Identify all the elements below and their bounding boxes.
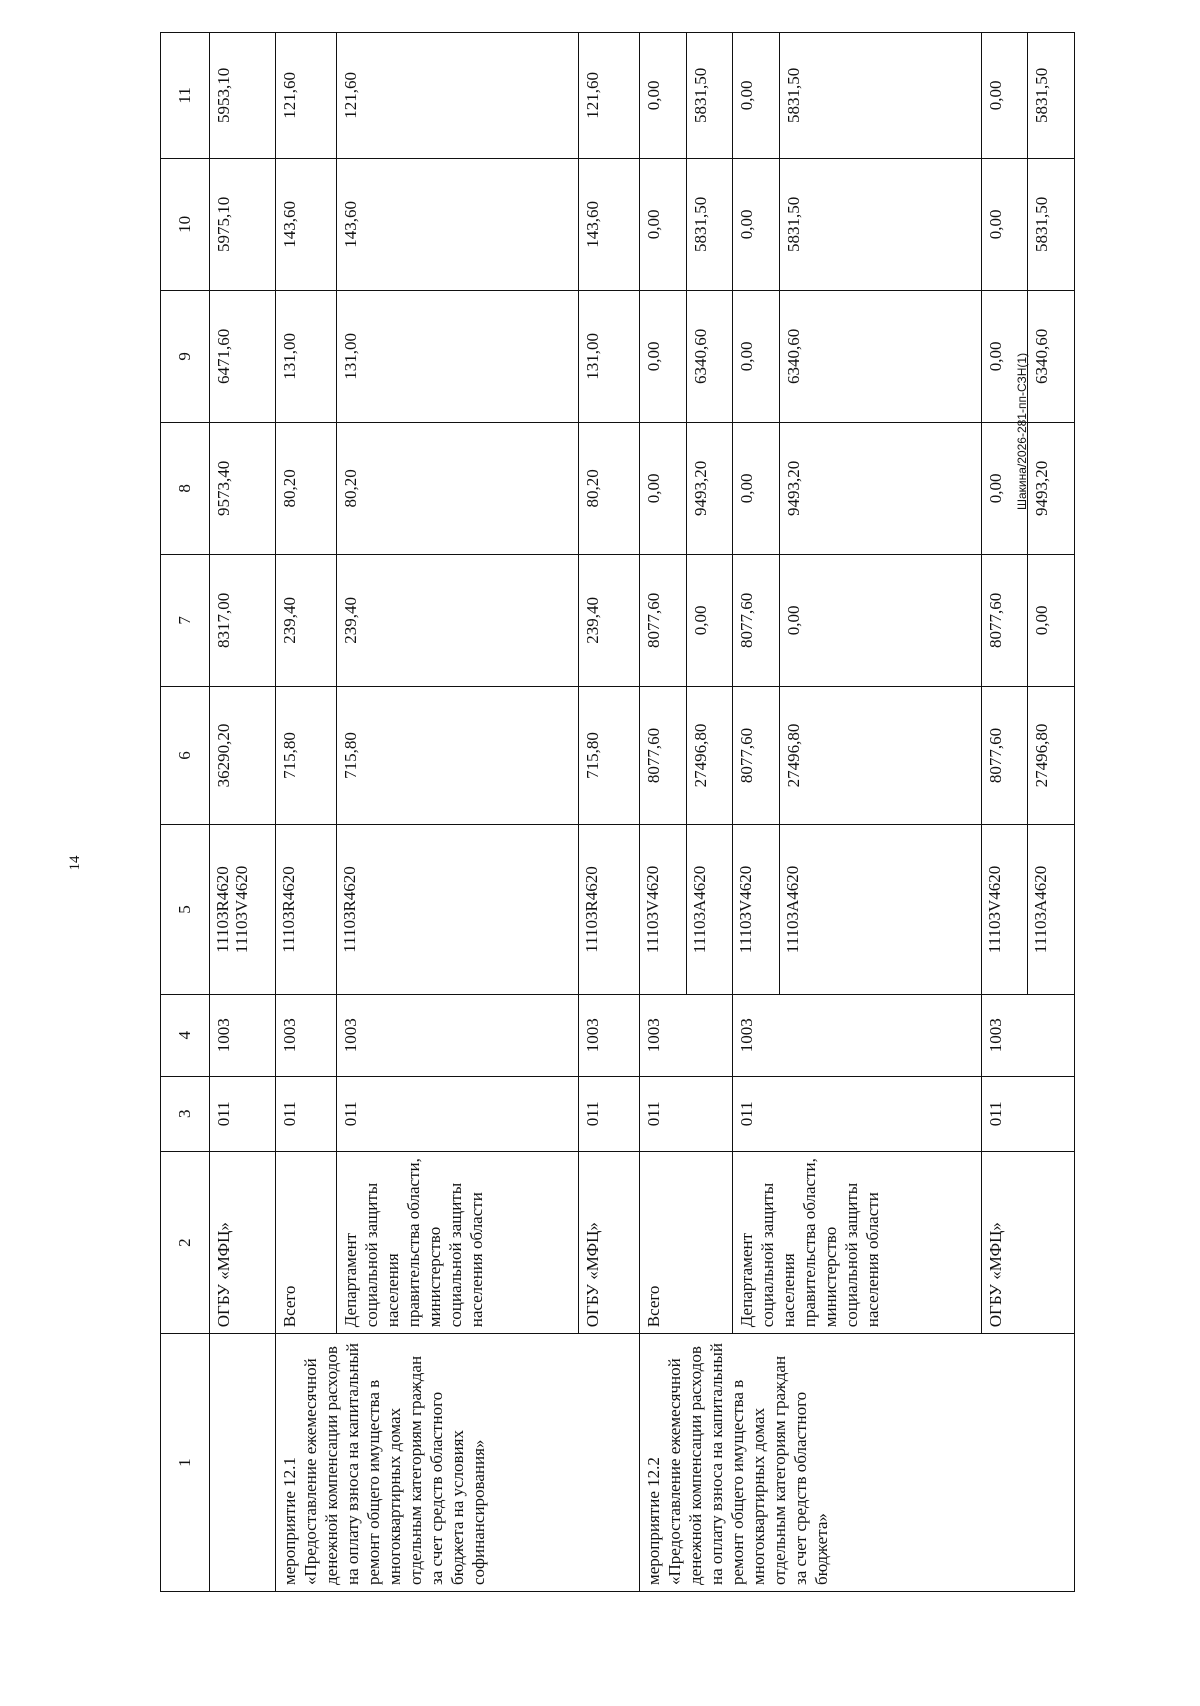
target-code-cell: 11103R4620 xyxy=(578,825,639,995)
header-cell: 1 xyxy=(161,1334,210,1592)
value-cell: 0,00 xyxy=(640,158,687,290)
value-cell: 9493,20 xyxy=(779,422,981,554)
value-cell: 27496,80 xyxy=(686,686,733,824)
header-cell: 2 xyxy=(161,1151,210,1333)
table-row xyxy=(209,33,275,1592)
ministry-code-cell: 011 xyxy=(981,1076,1074,1151)
value-cell: 0,00 xyxy=(686,554,733,686)
value-cell: 131,00 xyxy=(578,290,639,422)
executor-cell: ОГБУ «МФЦ» xyxy=(209,1151,275,1333)
executor-cell: Всего xyxy=(275,1151,336,1333)
value-cell: 5831,50 xyxy=(686,158,733,290)
page-number: 14 xyxy=(67,855,83,871)
value-cell: 8077,60 xyxy=(981,686,1028,824)
value-cell: 143,60 xyxy=(578,158,639,290)
ministry-code-cell: 011 xyxy=(275,1076,336,1151)
section-code-cell: 1003 xyxy=(209,994,275,1076)
ministry-code-cell: 011 xyxy=(578,1076,639,1151)
value-cell: 8077,60 xyxy=(640,554,687,686)
ministry-code-cell: 011 xyxy=(640,1076,733,1151)
value-cell: 6340,60 xyxy=(1028,290,1075,422)
activity-cell: мероприятие 12.1 «Предоставление ежемесячной денежной компенсации расходов на оплату взноса на капитальный ремонт общего имущества в многоквартирных домах отдельным категориям граждан за счет средств областного бюджета на условиях софинансирования» xyxy=(275,1334,639,1592)
value-cell: 131,00 xyxy=(275,290,336,422)
executor-cell: Всего xyxy=(640,1151,733,1333)
value-cell: 121,60 xyxy=(336,33,578,159)
section-code-cell: 1003 xyxy=(578,994,639,1076)
target-code-cell: 11103A4620 xyxy=(779,825,981,995)
value-cell: 9493,20 xyxy=(686,422,733,554)
header-cell: 8 xyxy=(161,422,210,554)
value-cell: 80,20 xyxy=(336,422,578,554)
value-cell: 239,40 xyxy=(275,554,336,686)
target-code-cell: 11103R4620 xyxy=(336,825,578,995)
target-code-cell: 11103V4620 xyxy=(733,825,780,995)
activity-cell: мероприятие 12.2 «Предоставление ежемесячной денежной компенсации расходов на оплату взноса на капитальный ремонт общего имущества в многоквартирных домах отдельным категориям граждан за счет средств областного бюджета» xyxy=(640,1334,1075,1592)
header-cell: 9 xyxy=(161,290,210,422)
header-cell: 4 xyxy=(161,994,210,1076)
target-code: 11103R4620 xyxy=(212,866,232,953)
value-cell: 121,60 xyxy=(578,33,639,159)
target-code-cell: 11103A4620 xyxy=(1028,825,1075,995)
target-code-cell: 11103R4620 xyxy=(275,825,336,995)
value-cell: 80,20 xyxy=(578,422,639,554)
activity-cell xyxy=(209,1334,275,1592)
executor-cell: Департамент социальной защиты населения правительства области, министерство социальной защиты населения области xyxy=(733,1151,982,1333)
section-code-cell: 1003 xyxy=(733,994,982,1076)
header-row xyxy=(161,33,210,1592)
ministry-code-cell: 011 xyxy=(733,1076,982,1151)
value-cell: 143,60 xyxy=(336,158,578,290)
value-cell: 6340,60 xyxy=(779,290,981,422)
ministry-code-cell: 011 xyxy=(336,1076,578,1151)
table-row xyxy=(640,33,687,1592)
value-cell: 131,00 xyxy=(336,290,578,422)
value-cell: 27496,80 xyxy=(779,686,981,824)
value-cell: 0,00 xyxy=(779,554,981,686)
header-cell: 3 xyxy=(161,1076,210,1151)
value-cell: 0,00 xyxy=(733,33,780,159)
value-cell: 0,00 xyxy=(733,290,780,422)
section-code-cell: 1003 xyxy=(336,994,578,1076)
header-cell: 5 xyxy=(161,825,210,995)
value-cell: 239,40 xyxy=(578,554,639,686)
value-cell: 8077,60 xyxy=(733,686,780,824)
ministry-code-cell: 011 xyxy=(209,1076,275,1151)
value-cell: 0,00 xyxy=(640,290,687,422)
header-cell: 6 xyxy=(161,686,210,824)
value-cell: 8317,00 xyxy=(209,554,275,686)
value-cell: 5975,10 xyxy=(209,158,275,290)
value-cell: 8077,60 xyxy=(733,554,780,686)
section-code-cell: 1003 xyxy=(275,994,336,1076)
target-code-cell: 11103V4620 xyxy=(640,825,687,995)
value-cell: 6340,60 xyxy=(686,290,733,422)
value-cell: 0,00 xyxy=(1028,554,1075,686)
value-cell: 0,00 xyxy=(981,422,1028,554)
value-cell: 5831,50 xyxy=(779,33,981,159)
value-cell: 8077,60 xyxy=(981,554,1028,686)
section-code-cell: 1003 xyxy=(981,994,1074,1076)
value-cell: 143,60 xyxy=(275,158,336,290)
value-cell: 0,00 xyxy=(733,422,780,554)
value-cell: 0,00 xyxy=(981,33,1028,159)
value-cell: 5831,50 xyxy=(1028,33,1075,159)
value-cell: 0,00 xyxy=(640,422,687,554)
value-cell: 239,40 xyxy=(336,554,578,686)
value-cell: 8077,60 xyxy=(640,686,687,824)
value-cell: 36290,20 xyxy=(209,686,275,824)
value-cell: 121,60 xyxy=(275,33,336,159)
executor-cell: ОГБУ «МФЦ» xyxy=(578,1151,639,1333)
document-code: Шакина/2026-281-пп-СЗН(1) xyxy=(1015,352,1029,510)
value-cell: 27496,80 xyxy=(1028,686,1075,824)
table-row xyxy=(275,33,336,1592)
value-cell: 715,80 xyxy=(578,686,639,824)
value-cell: 715,80 xyxy=(336,686,578,824)
value-cell: 80,20 xyxy=(275,422,336,554)
header-cell: 11 xyxy=(161,33,210,159)
target-code: 11103V4620 xyxy=(231,865,251,954)
section-code-cell: 1003 xyxy=(640,994,733,1076)
value-cell: 715,80 xyxy=(275,686,336,824)
header-cell: 10 xyxy=(161,158,210,290)
value-cell: 5831,50 xyxy=(1028,158,1075,290)
value-cell: 9493,20 xyxy=(1028,422,1075,554)
budget-table xyxy=(160,32,1075,1592)
target-code-cell: 11103A4620 xyxy=(686,825,733,995)
budget-table-wrapper xyxy=(160,32,1075,1592)
value-cell: 5953,10 xyxy=(209,33,275,159)
header-cell: 7 xyxy=(161,554,210,686)
target-code-cell xyxy=(209,825,275,995)
value-cell: 0,00 xyxy=(981,290,1028,422)
value-cell: 5831,50 xyxy=(686,33,733,159)
value-cell: 9573,40 xyxy=(209,422,275,554)
value-cell: 0,00 xyxy=(981,158,1028,290)
value-cell: 5831,50 xyxy=(779,158,981,290)
value-cell: 6471,60 xyxy=(209,290,275,422)
value-cell: 0,00 xyxy=(640,33,687,159)
executor-cell: Департамент социальной защиты населения правительства области, министерство социальной защиты населения области xyxy=(336,1151,578,1333)
executor-cell: ОГБУ «МФЦ» xyxy=(981,1151,1074,1333)
value-cell: 0,00 xyxy=(733,158,780,290)
target-code-cell: 11103V4620 xyxy=(981,825,1028,995)
